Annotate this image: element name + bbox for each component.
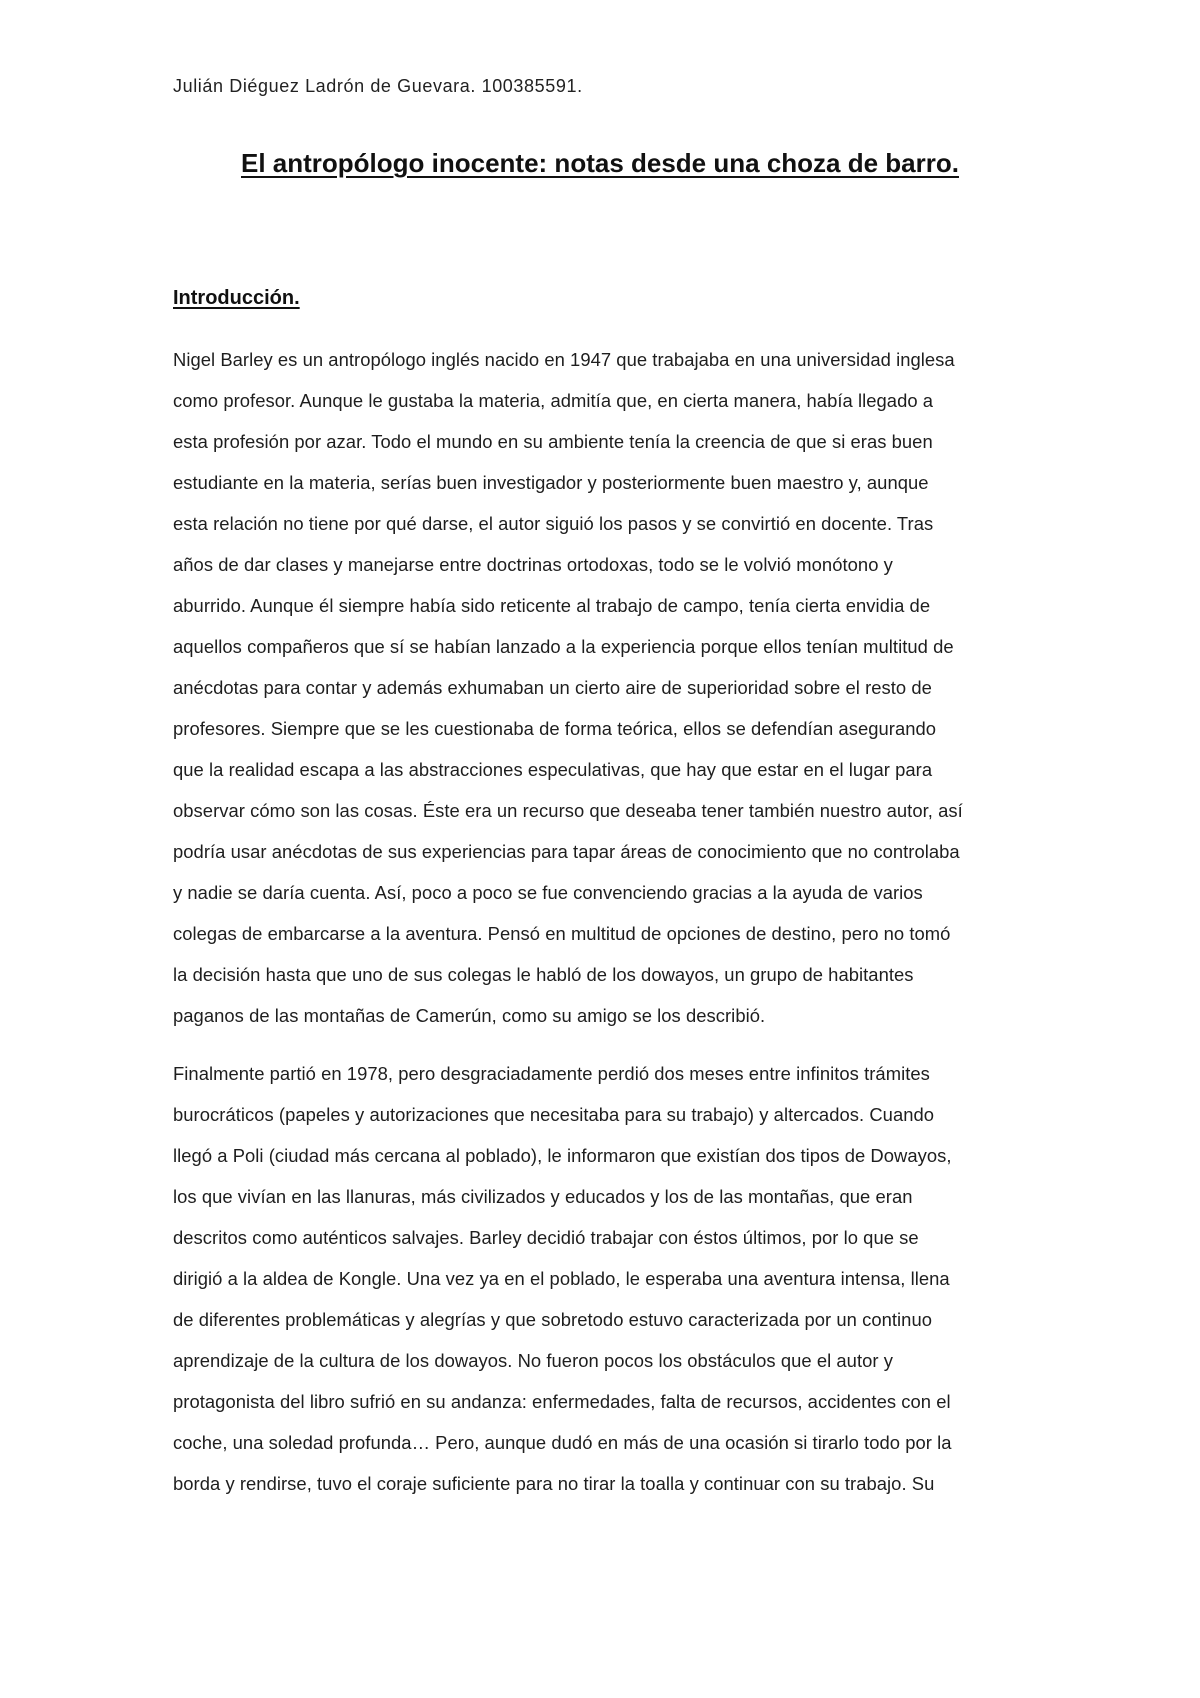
text-line: aquellos compañeros que sí se habían lanzado a la experiencia porque ellos tenían multitud de	[173, 636, 954, 657]
text-line: borda y rendirse, tuvo el coraje suficiente para no tirar la toalla y continuar con su trabajo. Su	[173, 1473, 935, 1494]
section-heading: Introducción.	[173, 287, 300, 309]
text-line: observar cómo son las cosas. Éste era un recurso que deseaba tener también nuestro autor, así	[173, 800, 963, 821]
text-line: esta relación no tiene por qué darse, el autor siguió los pasos y se convirtió en docente. Tras	[173, 513, 934, 534]
text-line: aburrido. Aunque él siempre había sido reticente al trabajo de campo, tenía cierta envidia de	[173, 595, 931, 616]
document-title: El antropólogo inocente: notas desde una choza de barro.	[241, 148, 959, 178]
text-line: aprendizaje de la cultura de los dowayos. No fueron pocos los obstáculos que el autor y	[173, 1350, 893, 1371]
text-line: Finalmente partió en 1978, pero desgraciadamente perdió dos meses entre infinitos trámites	[173, 1063, 930, 1084]
paragraph	[173, 1053, 1033, 1504]
text-line: dirigió a la aldea de Kongle. Una vez ya en el poblado, le esperaba una aventura intensa, llena	[173, 1268, 950, 1289]
text-line: los que vivían en las llanuras, más civilizados y educados y los de las montañas, que eran	[173, 1186, 913, 1207]
text-line: la decisión hasta que uno de sus colegas le habló de los dowayos, un grupo de habitantes	[173, 964, 914, 985]
text-line: años de dar clases y manejarse entre doctrinas ortodoxas, todo se le volvió monótono y	[173, 554, 893, 575]
author-line: Julián Diéguez Ladrón de Guevara. 100385591.	[173, 76, 583, 96]
text-line: Nigel Barley es un antropólogo inglés nacido en 1947 que trabajaba en una universidad inglesa	[173, 349, 955, 370]
text-line: esta profesión por azar. Todo el mundo en su ambiente tenía la creencia de que si eras buen	[173, 431, 933, 452]
text-line: de diferentes problemáticas y alegrías y que sobretodo estuvo caracterizada por un continuo	[173, 1309, 933, 1330]
text-line: anécdotas para contar y además exhumaban un cierto aire de superioridad sobre el resto de	[173, 677, 932, 698]
text-line: paganos de las montañas de Camerún, como su amigo se los describió.	[173, 1005, 766, 1026]
text-line: colegas de embarcarse a la aventura. Pensó en multitud de opciones de destino, pero no tomó	[173, 923, 951, 944]
text-line: descritos como auténticos salvajes. Barley decidió trabajar con éstos últimos, por lo que se	[173, 1227, 919, 1248]
paragraph	[173, 339, 1033, 1036]
text-line: podría usar anécdotas de sus experiencias para tapar áreas de conocimiento que no controlaba	[173, 841, 960, 862]
text-line: estudiante en la materia, serías buen investigador y posteriormente buen maestro y, aunque	[173, 472, 929, 493]
text-line: y nadie se daría cuenta. Así, poco a poco se fue convenciendo gracias a la ayuda de varios	[173, 882, 923, 903]
text-line: profesores. Siempre que se les cuestionaba de forma teórica, ellos se defendían asegurando	[173, 718, 937, 739]
text-line: llegó a Poli (ciudad más cercana al poblado), le informaron que existían dos tipos de Dowayos,	[173, 1145, 952, 1166]
text-line: que la realidad escapa a las abstracciones especulativas, que hay que estar en el lugar para	[173, 759, 933, 780]
text-line: coche, una soledad profunda… Pero, aunque dudó en más de una ocasión si tirarlo todo por la	[173, 1432, 952, 1453]
text-line: protagonista del libro sufrió en su andanza: enfermedades, falta de recursos, accidentes con el	[173, 1391, 951, 1412]
text-line: como profesor. Aunque le gustaba la materia, admitía que, en cierta manera, había llegado a	[173, 390, 934, 411]
text-line: burocráticos (papeles y autorizaciones que necesitaba para su trabajo) y altercados. Cuando	[173, 1104, 935, 1125]
